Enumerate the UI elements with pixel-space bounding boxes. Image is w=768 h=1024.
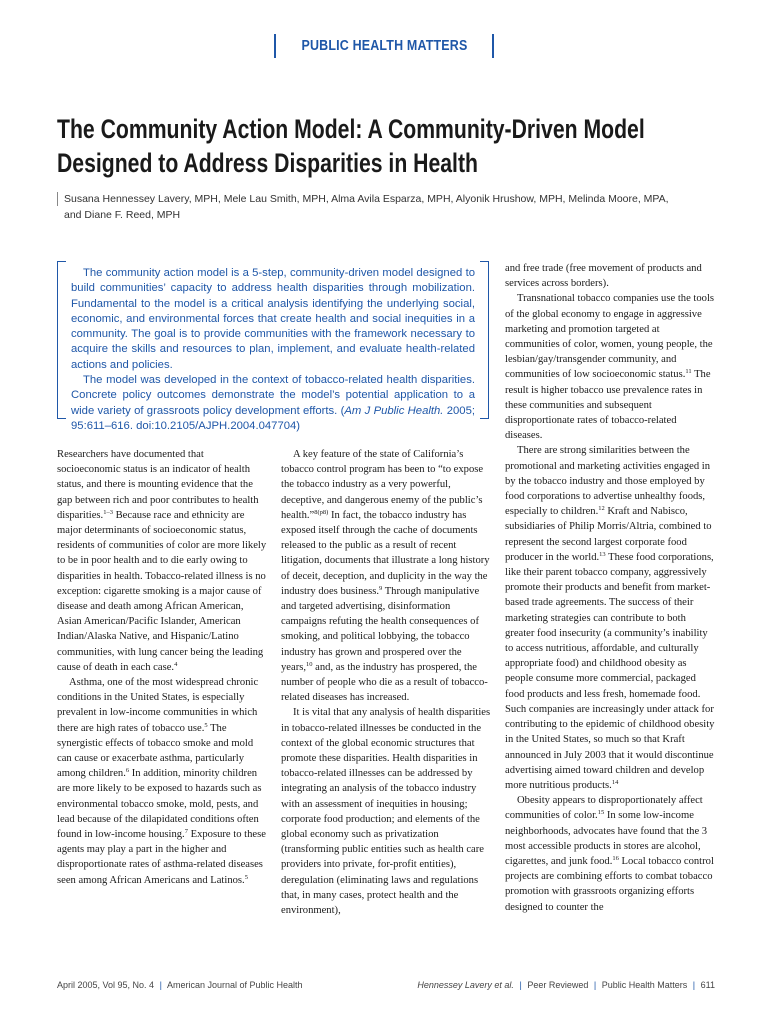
reference-superscript: 9: [379, 584, 383, 592]
text-run: The result is higher tobacco use prevalence rates in these communities and subsequent disproportionate rates of tobacco-related diseases.: [505, 369, 711, 442]
text-run: and, as the industry has prospered, the number of people who die as a result of tobacco-related diseases has increased.: [281, 661, 488, 704]
reference-superscript: 15: [597, 809, 605, 817]
text-run: Exposure to these agents may play a part in the higher and disproportionate rates of asthma-related diseases seen among African Americans and Latinos.: [57, 829, 266, 886]
reference-superscript: 1–3: [103, 508, 113, 516]
text-run: In fact, the tobacco industry has exposed itself through the cache of documents released to the public as a result of recent litigation, documents that illustrate a long history of deceit, deception, and duplicity in the way the industry does business.: [281, 509, 490, 597]
header-right-rule: [492, 34, 494, 58]
paragraph: [505, 291, 715, 443]
abstract-paragraph-1: The community action model is a 5-step, community-driven model designed to build communities’ capacity to address health disparities through mobilization. Fundamental to the model is a critical analysis identifying the underlying social, economic, and environmental forces that create health and social inequities in a community. The goal is to provide communities with the framework necessary to acquire the skills and resources to plan, implement, and evaluate health-related actions and policies.: [71, 267, 475, 371]
footer-peer-reviewed: Peer Reviewed: [527, 980, 589, 990]
footer-section: Public Health Matters: [601, 980, 688, 990]
paragraph: It is vital that any analysis of health disparities in tobacco-related illnesses be conducted in the context of the global economic structures that promote these disparities. Health disparities in tobacco-related illnesses can be addressed by integrating an analysis of the tobacco industry with an assessment of inequities in housing; corporate food production; and elements of the global economy such as privatization (transforming public entities such as health care providers into private, for-profit entities), deregulation (eliminating laws and regulations that, in many cases, protect health and the environment),: [281, 707, 491, 917]
footer-journal: American Journal of Public Health: [166, 980, 303, 990]
section-header: [0, 33, 768, 59]
footer-issue: April 2005, Vol 95, No. 4: [57, 980, 155, 990]
section-label: PUBLIC HEALTH MATTERS: [301, 38, 467, 54]
abstract-paragraph-2: [71, 373, 475, 434]
authors-line-1: Susana Hennessey Lavery, MPH, Mele Lau Smith, MPH, Alma Avila Esparza, MPH, Alyonik Hrushow, MPH, Melinda Moore, MPA,: [64, 193, 669, 205]
author-rule: [57, 192, 58, 206]
text-run: Researchers have documented that socioeconomic status is an indicator of health status, and there is mounting evidence that the gap between rich and poor contributes to health disparities.: [57, 449, 259, 521]
abstract-body: [71, 266, 475, 434]
footer-authors: Hennessey Lavery et al.: [417, 980, 514, 990]
text-run: Local tobacco control projects are combining efforts to combat tobacco promotion with grassroots organizing efforts designed to counter the: [505, 855, 714, 913]
reference-superscript: 16: [612, 854, 619, 862]
reference-superscript: 8(p8): [314, 508, 329, 516]
text-run: Through manipulative and targeted advertising, disinformation campaigns refuting the health consequences of smoking, and political lobbying, the tobacco industry has grown and prospered over the years,: [281, 585, 480, 673]
reference-superscript: 6: [125, 767, 130, 775]
author-list: [57, 191, 697, 223]
authors-line-2: and Diane F. Reed, MPH: [64, 209, 181, 221]
paragraph: [57, 447, 267, 675]
paragraph: [281, 447, 491, 705]
page-number: 611: [700, 980, 715, 990]
footer-right: [417, 980, 715, 990]
header-left-rule: [274, 34, 276, 58]
title-line-1: The Community Action Model: A Community-Driven Model: [57, 114, 645, 144]
abstract-right-bracket: [480, 261, 489, 419]
text-run: The synergistic effects of tobacco smoke and mold can cause or exacerbate asthma, particularly among children.: [57, 722, 254, 780]
footer-separator: |: [593, 980, 597, 990]
paragraph: [57, 675, 267, 888]
text-run: Transnational tobacco companies use the tools of the global economy to engage in aggressive marketing and promotion targeted at communities of color, women, young people, the lesbian/gay/transgender community, and communities of low socioeconomic status.: [505, 293, 715, 381]
text-run: These food corporations, like their parent tobacco company, aggressively promote their products and benefit from market-based trade agreements. The success of their marketing strategies can contribute to both greater food insecurity (a community’s inability to access nutritious, affordable, and culturally appropriate food) and childhood obesity as people consume more commercial, packaged food products and less fresh, homemade food. Such companies are increasingly under attack for contributing to the epidemic of childhood obesity in the United States, so much so that Kraft announced in July 2003 that it would discontinue advertising aimed toward children and develop more nutritious products.: [505, 551, 715, 791]
body-column-3: [505, 261, 715, 915]
reference-superscript: 10: [306, 660, 313, 668]
article-title: [57, 112, 645, 180]
citation-details: 2005; 95:611–616. doi:10.2105/AJPH.2004.047704): [71, 404, 476, 432]
body-column-1: [57, 447, 267, 888]
footer-separator: |: [519, 980, 522, 990]
abstract-paragraph-2-text: The model was developed in the context of tobacco-related health disparities. Concrete policy outcomes demonstrate the model’s potential application to a wide variety of grassroots policy development efforts. (: [71, 374, 475, 417]
paragraph: and free trade (free movement of products and services across borders).: [505, 263, 702, 290]
text-run: Because race and ethnicity are major determinants of socioeconomic status, residents of communities of color are more likely to be in poor health and to die early owing to disparities in health. Tobacco-related illness is no exception: cigarette smoking is a major cause of disease and death among African American, Asian American/Pacific Islander, American Indian/Alaska Native, and Hispanic/Latino communities, with lung cancer being the leading cause of death in each case.: [57, 509, 267, 673]
text-run: There are strong similarities between the promotional and marketing activities engaged in by the tobacco industry and those employed by food corporations to advertise unhealthy foods, especially to children.: [505, 445, 711, 518]
citation-journal: Am J Public Health.: [344, 404, 444, 417]
reference-superscript: 14: [611, 778, 619, 786]
text-run: Kraft and Nabisco, subsidiaries of Philip Morris/Altria, combined to represent the second largest corporate food producer in the world.: [505, 506, 712, 563]
paragraph: [505, 443, 715, 793]
text-run: Obesity appears to disproportionately affect communities of color.: [505, 795, 703, 822]
paragraph: [505, 793, 715, 915]
reference-superscript: 11: [685, 368, 692, 376]
reference-superscript: 7: [184, 828, 188, 836]
text-run: In some low-income neighborhoods, advocates have found that the 3 most accessible products in stores are alcohol, cigarettes, and junk food.: [505, 810, 708, 867]
text-run: A key feature of the state of California’s tobacco control program has been to “to expose the tobacco industry as a very powerful, deceptive, and dangerous enemy of the public’s health.”: [281, 449, 484, 521]
reference-superscript: 5: [244, 873, 248, 881]
title-line-2: Designed to Address Disparities in Health: [57, 148, 478, 178]
footer-separator: |: [159, 980, 162, 990]
body-column-2: [281, 447, 491, 918]
abstract-box: [57, 261, 489, 432]
footer-separator: |: [692, 980, 696, 990]
reference-superscript: 12: [598, 505, 605, 513]
reference-superscript: 5: [204, 721, 208, 729]
reference-superscript: 4: [174, 660, 178, 668]
abstract-left-bracket: [57, 261, 66, 419]
reference-superscript: 13: [599, 550, 606, 558]
text-run: Asthma, one of the most widespread chronic conditions in the United States, is especially prevalent in low-income communities in which there are high rates of tobacco use.: [57, 677, 259, 734]
text-run: In addition, minority children are more likely to be exposed to hazards such as environmental tobacco smoke, mold, pests, and lead because of the dilapidated conditions often found in low-income housing.: [57, 768, 262, 841]
page-footer: [57, 980, 715, 994]
footer-left: [57, 980, 303, 990]
